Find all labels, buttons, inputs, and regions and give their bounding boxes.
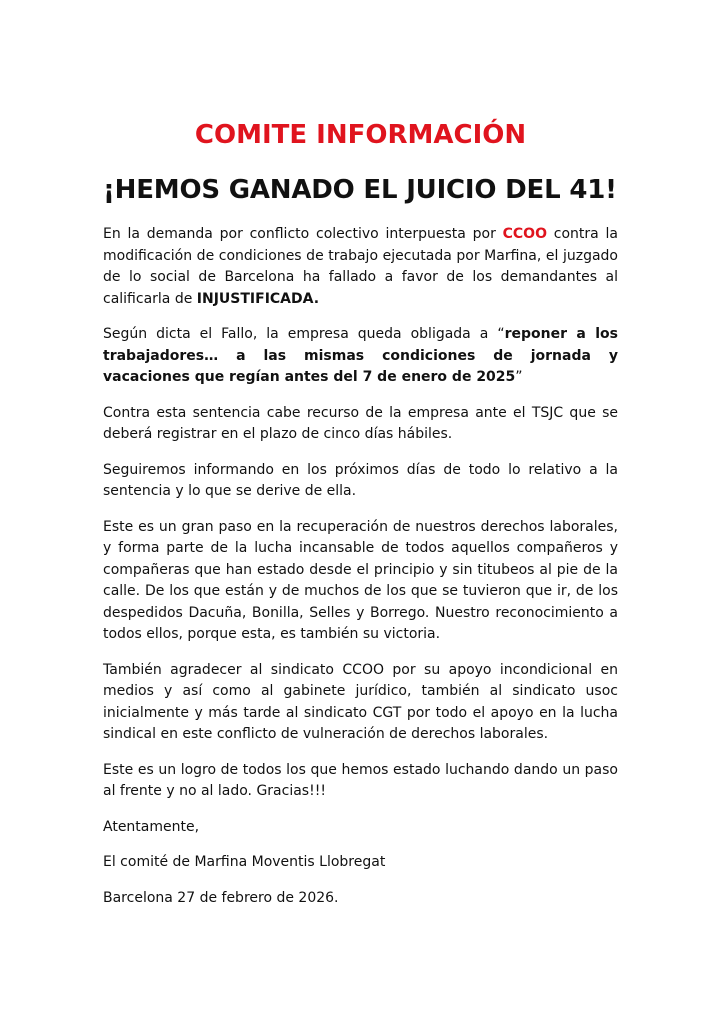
union-name-ccoo: CCOO (502, 226, 547, 242)
date-line: Barcelona 27 de febrero de 2026. (103, 889, 339, 906)
paragraph-fallo-text-b: ” (515, 369, 523, 385)
paragraph-agradecimientos: También agradecer al sindicato CCOO por su apoyo incondicional en medios y así como al gabinete jurídico, también al sindicato usoc inicialmente y más tarde al sindicato CGT por todo el apoyo en la lucha sindical en este conflicto de vulneración de derechos laborales. (103, 661, 618, 742)
signature: El comité de Marfina Moventis Llobregat (103, 854, 386, 870)
document-page (103, 118, 618, 923)
paragraph-fallo (103, 324, 618, 389)
paragraph-fallo-text-a: Según dicta el Fallo, la empresa queda obligada a “ (103, 326, 505, 342)
paragraph-recurso: Contra esta sentencia cabe recurso de la empresa ante el TSJC que se deberá registrar en el plazo de cinco días hábiles. (103, 404, 618, 442)
verdict-injustificada: INJUSTIFICADA. (196, 290, 320, 307)
paragraph-demanda (103, 224, 618, 310)
paragraph-logro: Este es un logro de todos los que hemos estado luchando dando un paso al frente y no al lado. Gracias!!! (103, 761, 618, 799)
ruling-quote: reponer a los trabajadores… a las mismas condiciones de jornada y vacaciones que regían antes del 7 de enero de 2025 (103, 326, 618, 385)
paragraph-gran-paso: Este es un gran paso en la recuperación de nuestros derechos laborales, y forma parte de la lucha incansable de todos aquellos compañeros y compañeras que han estado desde el principio y sin titubeos al pie de la calle. De los que están y de muchos de los que se tuvieron que ir, de los despedidos Dacuña, Bonilla, Selles y Borrego. Nuestro reconocimiento a todos ellos, porque esta, es también su victoria. (103, 518, 618, 642)
headline: ¡HEMOS GANADO EL JUICIO DEL 41! (103, 175, 617, 205)
paragraph-seguiremos: Seguiremos informando en los próximos días de todo lo relativo a la sentencia y lo que se derive de ella. (103, 461, 618, 499)
committee-title: COMITE INFORMACIÓN (194, 120, 527, 150)
paragraph-demanda-text-b: contra la modificación de condiciones de trabajo ejecutada por Marfina, el juzgado de lo social de Barcelona ha fallado a favor de los demandantes al calificarla de (103, 226, 618, 307)
paragraph-demanda-text-a: En la demanda por conflicto colectivo interpuesta por (103, 226, 503, 242)
salutation: Atentamente, (103, 818, 200, 835)
